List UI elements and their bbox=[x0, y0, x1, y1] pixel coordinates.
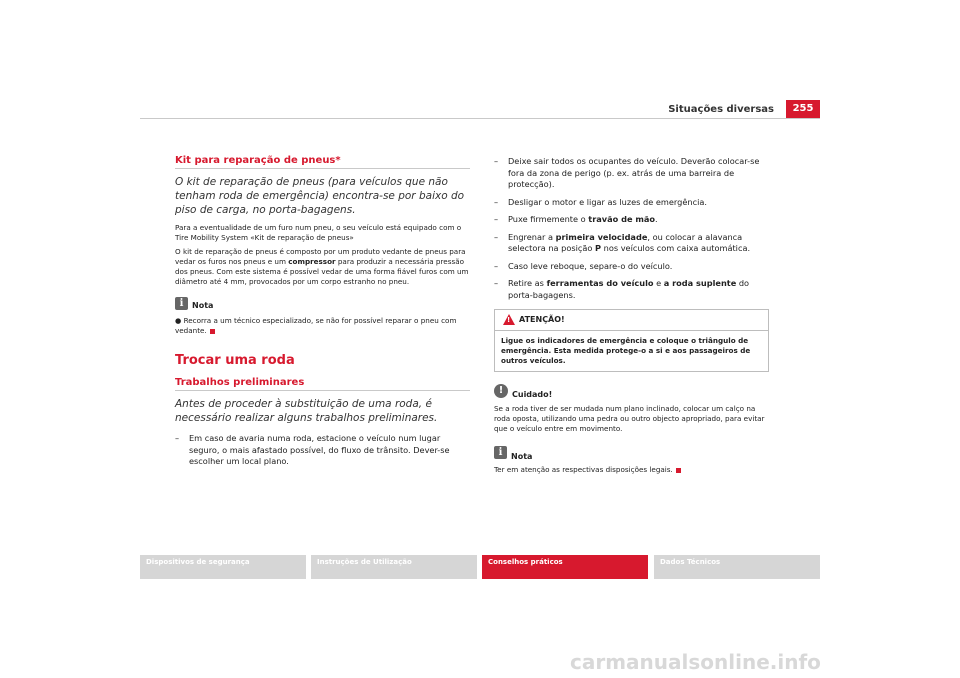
kit-paragraph-2: O kit de reparação de pneus é composto por um produto vedante de pneus para vedar os furos nos pneus e um compressor para produzir a necessária pressão dos pneus. Com este sistema é possível vedar de uma forma fiável furos com um diâmetro até 4 mm, provocados por um corpo estranho no pneu. bbox=[175, 247, 469, 286]
list-item: – Deixe sair todos os ocupantes do veículo. Deverão colocar-se fora da zona de perigo (p. ex. atrás de uma barreira de protecção). bbox=[494, 156, 760, 189]
note-label: Nota bbox=[511, 452, 533, 461]
section-rule bbox=[175, 168, 470, 169]
caution-text: Se a roda tiver de ser mudada num plano inclinado, colocar um calço na roda oposta, utilizando uma pedra ou outro objecto apropriado, para evitar que o veículo entre em movimento. bbox=[494, 404, 765, 433]
caution-title: Cuidado! bbox=[512, 390, 553, 399]
left-column bbox=[175, 156, 470, 474]
section-rule bbox=[175, 390, 470, 391]
list-item: – Engrenar a primeira velocidade, ou colocar a alavanca selectora na posição P nos veículos com caixa automática. bbox=[494, 231, 751, 253]
header-rule bbox=[140, 118, 820, 119]
list-item: – Retire as ferramentas do veículo e a roda suplente do porta-bagagens. bbox=[494, 278, 750, 300]
page-number: 255 bbox=[786, 100, 820, 118]
preliminary-lead-text: Antes de proceder à substituição de uma roda, é necessário realizar alguns trabalhos preliminares. bbox=[175, 398, 438, 424]
steps-list-right bbox=[494, 156, 769, 301]
running-header-title: Situações diversas bbox=[668, 104, 774, 115]
tab-instrucoes-utilizacao[interactable]: Instruções de Utilização bbox=[311, 555, 477, 579]
caution-block bbox=[494, 384, 769, 402]
footer-nav bbox=[140, 555, 820, 579]
info-icon: i bbox=[175, 297, 188, 310]
steps-list-left bbox=[175, 433, 470, 468]
warning-text: Ligue os indicadores de emergência e coloque o triângulo de emergência. Esta medida protege-o a si e aos passageiros de outros veículos. bbox=[501, 336, 751, 365]
end-mark-icon bbox=[676, 468, 681, 473]
watermark: carmanualsonline.info bbox=[570, 650, 821, 674]
kit-lead-text: O kit de reparação de pneus (para veículos que não tenham roda de emergência) encontra-se por baixo do piso de carga, no porta-bagagens. bbox=[175, 176, 465, 216]
warning-box: ! ATENÇÃO! Ligue os indicadores de emergência e coloque o triângulo de emergência. Esta medida protege-o a si e aos passageiros de outros veículos. bbox=[494, 309, 769, 372]
tab-conselhos-praticos[interactable]: Conselhos práticos bbox=[482, 555, 648, 579]
change-wheel-title: Trocar uma roda bbox=[175, 353, 295, 368]
note-block bbox=[175, 297, 470, 313]
list-item: – Em caso de avaria numa roda, estacione o veículo num lugar seguro, o mais afastado possível, do fluxo de trânsito. Dever-se escolher um local plano. bbox=[175, 433, 450, 466]
list-item: – Puxe firmemente o travão de mão. bbox=[494, 214, 658, 224]
note-label: Nota bbox=[192, 301, 214, 310]
list-item: – Caso leve reboque, separe-o do veículo. bbox=[494, 260, 673, 271]
tab-dispositivos-seguranca[interactable]: Dispositivos de segurança bbox=[140, 555, 306, 579]
right-column bbox=[494, 156, 769, 479]
list-item: – Desligar o motor e ligar as luzes de emergência. bbox=[494, 196, 707, 207]
caution-icon: ! bbox=[494, 384, 508, 398]
kit-paragraph-1: Para a eventualidade de um furo num pneu, o seu veículo está equipado com o Tire Mobility System «Kit de reparação de pneus» bbox=[175, 223, 462, 242]
kit-section-title: Kit para reparação de pneus* bbox=[175, 155, 341, 166]
warning-title: ATENÇÃO! bbox=[519, 315, 565, 324]
tab-dados-tecnicos[interactable]: Dados Técnicos bbox=[654, 555, 820, 579]
note-block bbox=[494, 446, 769, 462]
note-text: Ter em atenção as respectivas disposições legais. bbox=[494, 465, 769, 475]
info-icon: i bbox=[494, 446, 507, 459]
end-mark-icon bbox=[210, 329, 215, 334]
preliminary-section-title: Trabalhos preliminares bbox=[175, 377, 305, 388]
note-bullet: ● Recorra a um técnico especializado, se não for possível reparar o pneu com vedante. bbox=[175, 316, 457, 335]
